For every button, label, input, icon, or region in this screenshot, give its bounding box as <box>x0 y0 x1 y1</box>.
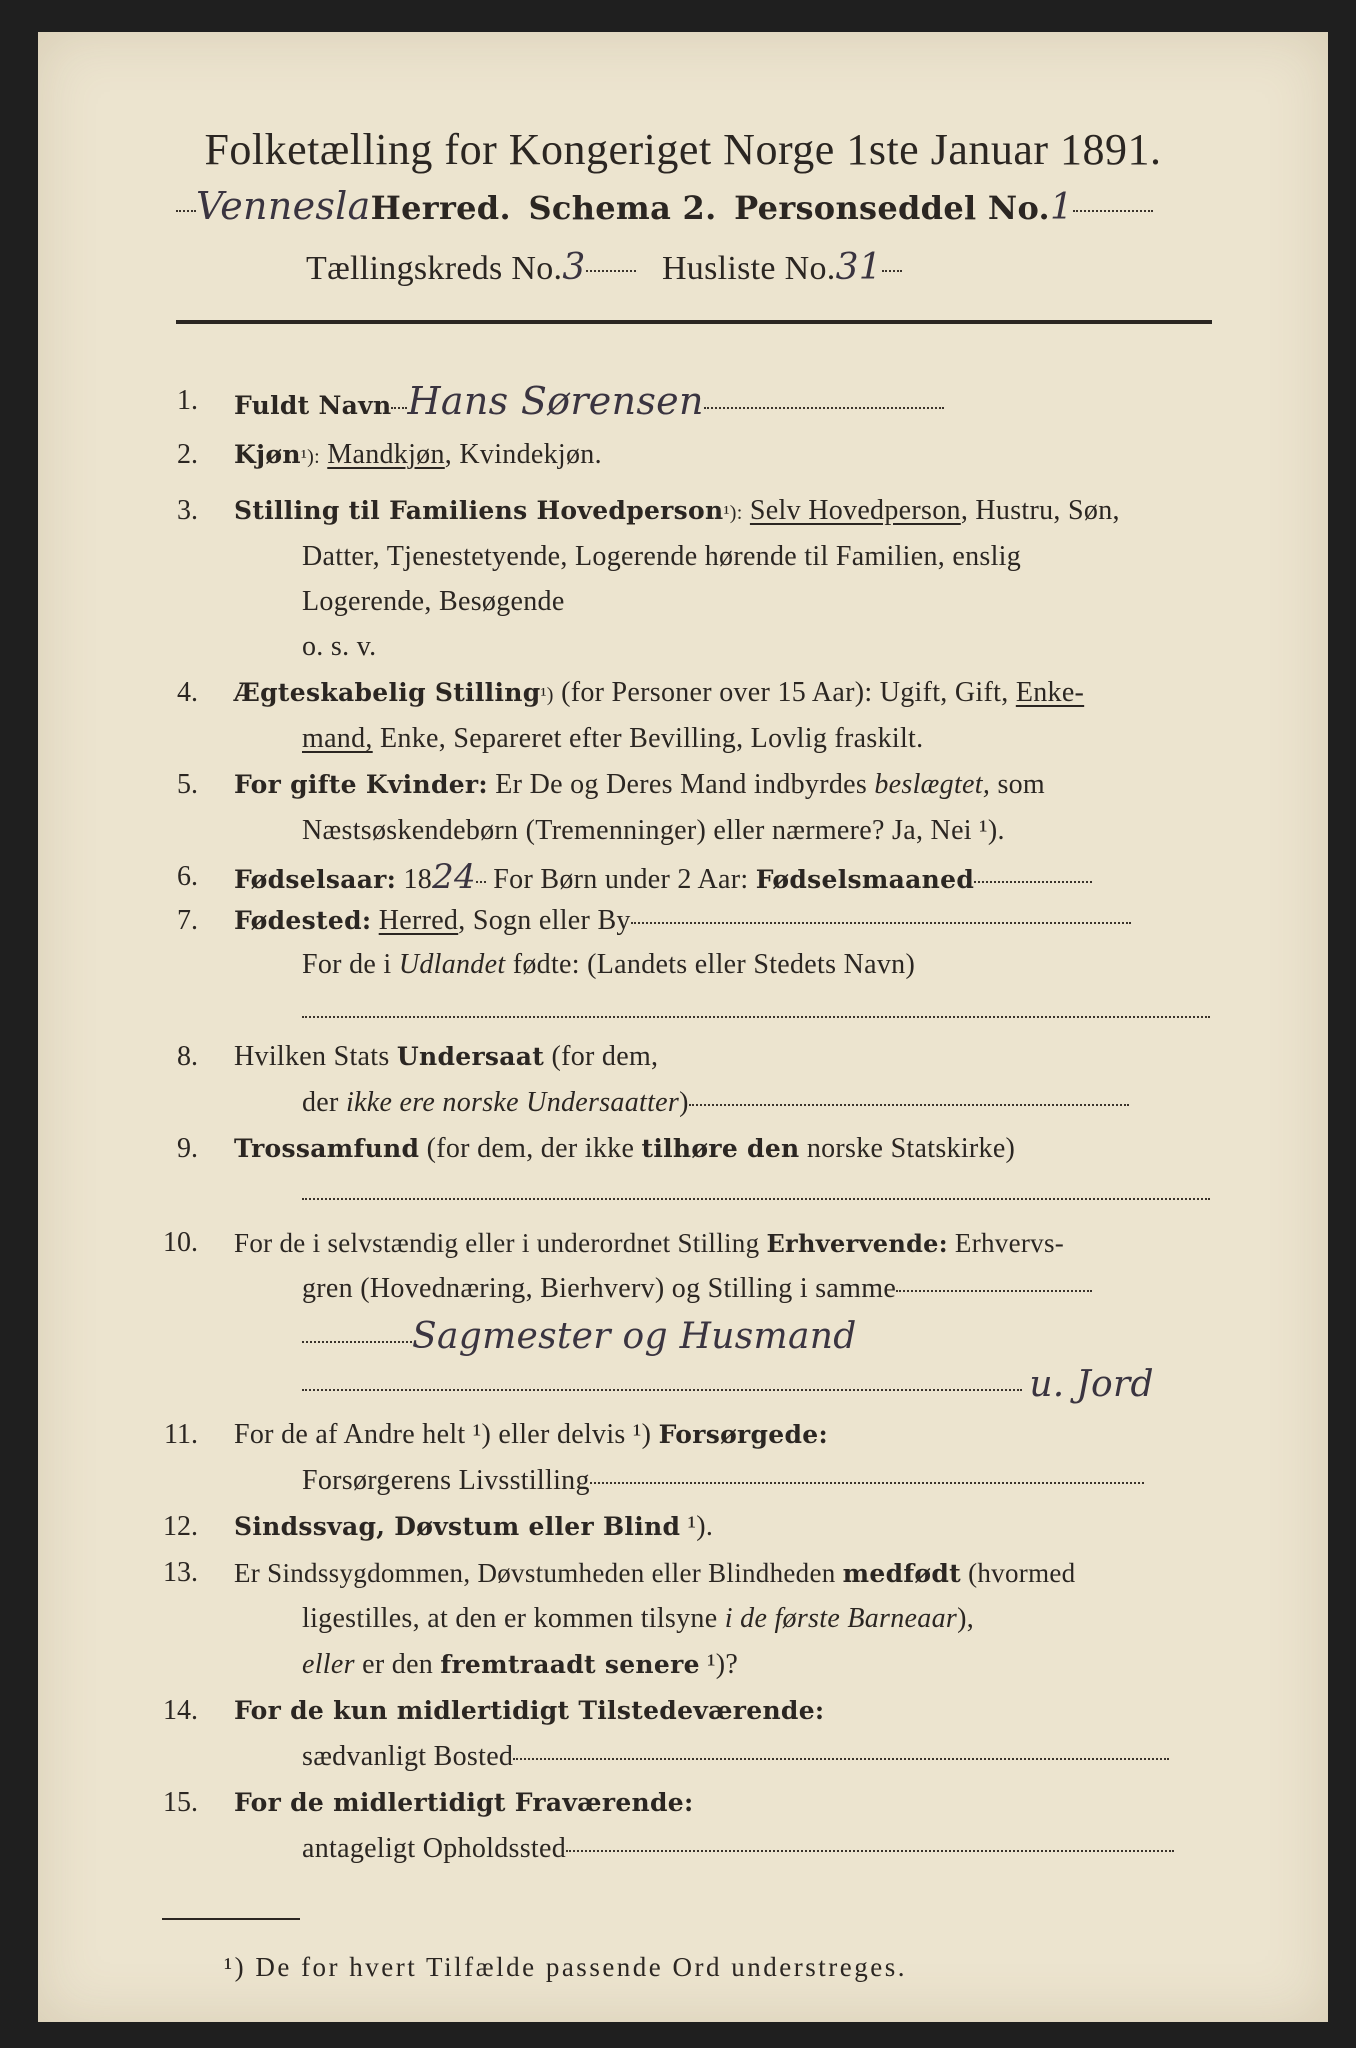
q8-l2-b: ) <box>679 1087 689 1118</box>
q13-l2-b: ), <box>957 1603 975 1634</box>
q6-line <box>234 857 1092 897</box>
q5-l1-italic: beslægtet, <box>874 769 991 800</box>
q9-number: 9. <box>177 1133 198 1164</box>
personseddel-label: Personseddel No. <box>734 189 1050 227</box>
form-title: Folketælling for Kongeriget Norge 1ste Januar 1891. <box>204 125 1162 174</box>
q11-line-1 <box>234 1418 828 1452</box>
q9-answer-line <box>302 1180 1210 1214</box>
q7-answer-line <box>302 998 1210 1032</box>
q7-l2-italic: Udlandet <box>398 949 506 980</box>
q14-number: 14. <box>163 1695 198 1726</box>
q10-l1-a: For de i selvstændig eller i underordnet Stilling <box>234 1228 767 1258</box>
q5-line-1 <box>234 768 1045 802</box>
q12-footnote-mark: ¹). <box>680 1511 714 1542</box>
q9-label: Trossamfund <box>234 1134 420 1163</box>
position-selected-hovedperson: Selv Hovedperson <box>749 495 961 526</box>
q8-line-2 <box>302 1086 1129 1120</box>
q10-answer-line-2 <box>302 1364 1154 1405</box>
q1-number: 1. <box>177 385 198 416</box>
q5-line-2: Næstsøskendebørn (Tremenninger) eller nærmere? Ja, Nei ¹). <box>302 815 1005 846</box>
census-form-sheet <box>38 32 1328 2022</box>
q13-l3-a: er den <box>354 1649 441 1680</box>
q2-number: 2. <box>177 439 198 470</box>
q6-mid: For Børn under 2 Aar: <box>485 864 756 895</box>
q13-l3-b: ¹)? <box>699 1649 739 1680</box>
q6-label: Fødselsaar: <box>234 865 397 894</box>
q14-label: For de kun midlertidigt Tilstedeværende: <box>234 1696 825 1725</box>
q8-l2-a: der <box>302 1087 346 1118</box>
birthplace-selected-herred: Herred <box>378 905 459 936</box>
q13-l1-b: (hvormed <box>961 1558 1076 1588</box>
q13-line-3 <box>302 1648 738 1682</box>
husliste-value: 31 <box>835 247 882 288</box>
q13-l2-a: ligestilles, at den er kommen tilsyne <box>302 1603 725 1634</box>
header-line-2 <box>176 184 1153 231</box>
q7-rest: , Sogn eller By <box>458 905 631 936</box>
occupation-value: Sagmester og Husmand <box>412 1316 857 1357</box>
q12-line <box>234 1510 713 1544</box>
q3-footnote-mark: ¹): <box>723 502 743 524</box>
q10-l2: gren (Hovednæring, Bierhverv) og Stilling i samme <box>302 1273 897 1304</box>
q7-l2-b: fødte: (Landets eller Stedets Navn) <box>505 949 916 980</box>
birth-month-label: Fødselsmaaned <box>755 865 975 894</box>
header-divider <box>176 320 1212 324</box>
q3-line-2: Datter, Tjenestetyende, Logerende hørende til Familien, enslig <box>302 541 1022 572</box>
q7-label: Fødested: <box>234 906 372 935</box>
q9-l1-b: norske Statskirke) <box>799 1133 1016 1164</box>
q1-line <box>234 379 944 423</box>
marital-selected-enkemand-a: Enke- <box>1015 677 1085 708</box>
q8-line-1 <box>234 1040 658 1074</box>
q4-l2-rest: Enke, Separeret efter Bevilling, Lovlig fraskilt. <box>372 723 924 754</box>
q8-l1-b: (for dem, <box>544 1041 659 1072</box>
q2-footnote-mark: ¹): <box>300 446 320 468</box>
q4-number: 4. <box>177 677 198 708</box>
q8-l1-a: Hvilken Stats <box>234 1041 397 1072</box>
header-line-3 <box>306 246 902 291</box>
q6-number: 6. <box>177 861 198 892</box>
q2-line <box>234 438 602 474</box>
footnote-rule <box>162 1918 300 1920</box>
q10-label: Erhvervende: <box>766 1229 948 1258</box>
q7-number: 7. <box>177 905 198 936</box>
q3-line-1 <box>234 494 1120 530</box>
herred-value: Vennesla <box>196 184 371 228</box>
q5-label: For gifte Kvinder: <box>234 770 488 799</box>
husliste-label: Husliste No. <box>661 250 836 287</box>
q13-line-2 <box>302 1602 974 1636</box>
q10-line-1 <box>234 1226 1064 1261</box>
q11-l2: Forsørgerens Livsstilling <box>302 1465 590 1496</box>
full-name-value: Hans Sørensen <box>407 379 704 423</box>
schema-label: Schema 2. <box>528 189 717 227</box>
q13-l2-italic: i de første Barneaar <box>724 1603 958 1634</box>
q14-line-2 <box>302 1740 1169 1774</box>
q12-label: Sindssvag, Døvstum eller Blind <box>234 1512 681 1541</box>
q12-number: 12. <box>163 1511 198 1542</box>
q7-line-1 <box>234 904 1131 938</box>
q11-label: Forsørgede: <box>658 1420 829 1449</box>
footnote: ¹) De for hvert Tilfælde passende Ord understreges. <box>224 1952 907 1982</box>
q8-l2-italic: ikke ere norske Undersaatter <box>345 1087 680 1118</box>
q5-number: 5. <box>177 769 198 800</box>
q4-label: Ægteskabelig Stilling <box>234 678 541 707</box>
q9-line-1 <box>234 1132 1015 1166</box>
sex-selected-mandkjon: Mandkjøn <box>327 439 445 470</box>
q4-line-1 <box>234 676 1084 712</box>
q14-line-1 <box>234 1694 824 1728</box>
q13-l3-bold: fremtraadt senere <box>440 1650 700 1679</box>
q11-l1-a: For de af Andre helt ¹) eller delvis ¹) <box>234 1419 659 1450</box>
q13-line-1 <box>234 1556 1075 1591</box>
q5-l1-mid: Er De og Deres Mand indbyrdes <box>487 769 875 800</box>
q3-line-3: Logerende, Besøgende <box>302 586 565 617</box>
q15-label: For de midlertidigt Fraværende: <box>234 1788 694 1817</box>
q9-l1-a: (for dem, der ikke <box>419 1133 642 1164</box>
herred-label: Herred. <box>370 189 511 227</box>
q3-l1-rest: , Hustru, Søn, <box>960 495 1120 526</box>
q10-l1-b: Erhvervs- <box>947 1228 1065 1258</box>
q13-number: 13. <box>163 1557 198 1588</box>
marital-selected-enkemand-b: mand, <box>302 723 373 754</box>
q10-line-2 <box>302 1272 1092 1306</box>
q4-footnote-mark: ¹) <box>540 684 554 706</box>
kreds-label: Tællingskreds No. <box>306 250 563 287</box>
kreds-value: 3 <box>562 247 586 288</box>
q15-line-1 <box>234 1786 694 1820</box>
birth-year-prefix: 18 <box>396 864 433 895</box>
q7-l2-a: For de i <box>302 949 399 980</box>
q3-label: Stilling til Familiens Hovedperson <box>234 496 724 525</box>
q14-l2: sædvanligt Bosted <box>302 1741 514 1772</box>
q9-bold: tilhøre den <box>641 1134 800 1163</box>
q15-number: 15. <box>163 1787 198 1818</box>
q4-l1-rest: (for Personer over 15 Aar): Ugift, Gift, <box>553 677 1016 708</box>
q13-bold: medfødt <box>842 1559 962 1588</box>
birth-year-value: 24 <box>432 857 476 897</box>
q5-l1-end: som <box>990 769 1046 800</box>
q8-label: Undersaat <box>396 1042 545 1071</box>
q13-l3-italic: eller <box>302 1649 355 1680</box>
q15-line-2 <box>302 1832 1174 1866</box>
q3-line-4: o. s. v. <box>302 631 377 662</box>
occupation-value-2: u. Jord <box>1029 1364 1154 1405</box>
q2-rest: , Kvindekjøn. <box>444 439 602 470</box>
q7-line-2 <box>302 948 915 982</box>
q11-line-2 <box>302 1464 1144 1498</box>
q8-number: 8. <box>177 1041 198 1072</box>
q10-number: 10. <box>163 1227 198 1258</box>
q10-answer-line-1 <box>302 1316 857 1357</box>
q15-l2: antageligt Opholdssted <box>302 1833 567 1864</box>
q11-number: 11. <box>164 1419 198 1450</box>
q1-label: Fuldt Navn <box>234 391 392 420</box>
personseddel-value: 1 <box>1049 187 1074 228</box>
q13-l1-a: Er Sindssygdommen, Døvstumheden eller Blindheden <box>234 1558 843 1588</box>
q3-number: 3. <box>177 495 198 526</box>
q2-label: Kjøn <box>234 440 301 469</box>
q4-line-2 <box>302 722 923 756</box>
